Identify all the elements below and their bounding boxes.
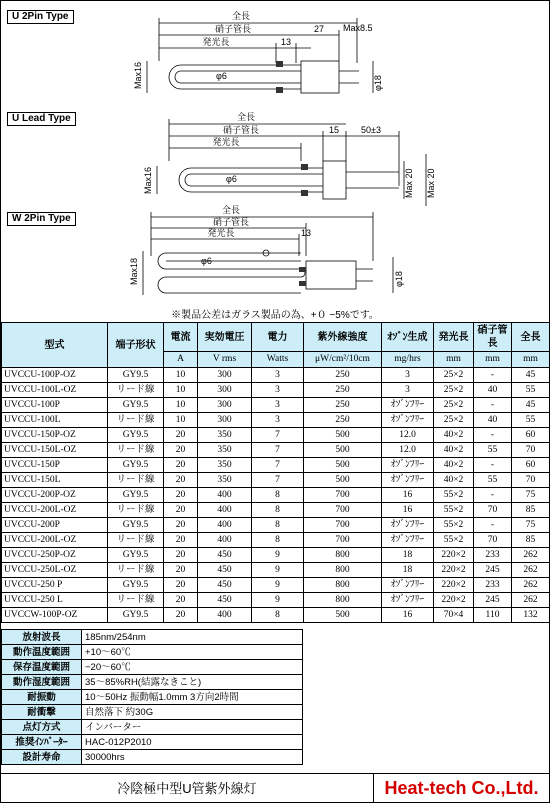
env-label: 点灯方式	[2, 720, 82, 735]
spec-cell: UVCCU-250P-OZ	[2, 548, 108, 563]
w2pin-drawing	[1, 201, 549, 305]
env-value: −20〜60℃	[82, 660, 303, 675]
table-row	[2, 578, 550, 593]
spec-cell: 55	[474, 473, 512, 488]
table-row	[2, 473, 550, 488]
spec-cell: GY9.5	[108, 548, 164, 563]
spec-cell: ｵｿﾞﾝﾌﾘｰ	[382, 413, 434, 428]
spec-cell: 450	[198, 593, 252, 608]
spec-cell: 9	[252, 563, 304, 578]
spec-cell: 700	[304, 503, 382, 518]
spec-cell: 55	[512, 383, 550, 398]
env-value: 35〜85%RH(結露なきこと)	[82, 675, 303, 690]
ulead-glass-label: 硝子管長	[222, 125, 260, 135]
spec-header-4: 電力	[252, 323, 304, 352]
env-label: 耐振動	[2, 690, 82, 705]
table-row	[2, 443, 550, 458]
ulead-dim-15: 15	[328, 125, 340, 135]
spec-cell: リード線	[108, 533, 164, 548]
spec-cell: 70	[474, 533, 512, 548]
table-row	[2, 413, 550, 428]
spec-cell: 700	[304, 488, 382, 503]
spec-cell: 70	[512, 473, 550, 488]
u2pin-phi18: φ18	[373, 75, 383, 91]
table-row	[2, 398, 550, 413]
spec-unit-7: mm	[512, 352, 550, 368]
env-label: 設計寿命	[2, 750, 82, 765]
spec-cell: 800	[304, 563, 382, 578]
spec-cell: 3	[252, 368, 304, 383]
spec-cell: 262	[512, 548, 550, 563]
spec-cell: GY9.5	[108, 458, 164, 473]
env-row	[2, 675, 303, 690]
spec-cell: UVCCU-200P	[2, 518, 108, 533]
spec-cell: 8	[252, 533, 304, 548]
spec-cell: GY9.5	[108, 368, 164, 383]
spec-cell: ｵｿﾞﾝﾌﾘｰ	[382, 578, 434, 593]
spec-cell: 262	[512, 593, 550, 608]
u2pin-phi6: φ6	[216, 71, 227, 81]
spec-cell: UVCCU-100L	[2, 413, 108, 428]
spec-cell: リード線	[108, 593, 164, 608]
spec-cell: 20	[164, 548, 198, 563]
spec-cell: 132	[512, 608, 550, 623]
spec-cell: 8	[252, 518, 304, 533]
spec-cell: UVCCU-100P	[2, 398, 108, 413]
env-value: 30000hrs	[82, 750, 303, 765]
spec-cell: 245	[474, 563, 512, 578]
spec-cell: 70×4	[434, 608, 474, 623]
table-row	[2, 458, 550, 473]
ulead-section-label: U Lead Type	[7, 112, 76, 126]
spec-cell: 800	[304, 593, 382, 608]
table-row	[2, 428, 550, 443]
spec-cell: GY9.5	[108, 578, 164, 593]
spec-cell: 250	[304, 413, 382, 428]
spec-cell: 7	[252, 458, 304, 473]
w2pin-phi6: φ6	[201, 256, 212, 266]
spec-cell: 700	[304, 533, 382, 548]
spec-cell: -	[474, 368, 512, 383]
spec-cell: 20	[164, 488, 198, 503]
spec-cell: UVCCU-100P-OZ	[2, 368, 108, 383]
spec-cell: -	[474, 428, 512, 443]
spec-unit-3: μW/cm²/10cm	[304, 352, 382, 368]
env-table	[1, 629, 303, 765]
spec-cell: 7	[252, 443, 304, 458]
table-row	[2, 548, 550, 563]
spec-unit-5: mm	[434, 352, 474, 368]
spec-header-5: 紫外線強度	[304, 323, 382, 352]
spec-cell: 400	[198, 533, 252, 548]
spec-cell: 400	[198, 488, 252, 503]
spec-cell: 400	[198, 518, 252, 533]
spec-cell: UVCCU-100L-OZ	[2, 383, 108, 398]
env-value: 10〜50Hz 振動幅1.0mm 3方向2時間	[82, 690, 303, 705]
u2pin-dim-13: 13	[280, 37, 292, 47]
table-row	[2, 533, 550, 548]
spec-cell: ｵｿﾞﾝﾌﾘｰ	[382, 473, 434, 488]
ulead-drawing	[1, 106, 549, 206]
w2pin-max18: Max18	[129, 257, 139, 285]
spec-cell: 45	[512, 368, 550, 383]
w2pin-emit-label: 発光長	[207, 228, 235, 238]
spec-cell: 18	[382, 563, 434, 578]
spec-cell: GY9.5	[108, 488, 164, 503]
w2pin-section-label: W 2Pin Type	[7, 212, 76, 226]
table-row	[2, 563, 550, 578]
spec-cell: 250	[304, 398, 382, 413]
spec-cell: リード線	[108, 473, 164, 488]
spec-cell: 300	[198, 398, 252, 413]
spec-cell: 350	[198, 458, 252, 473]
u2pin-glass-label: 硝子管長	[214, 24, 252, 34]
spec-cell: 300	[198, 383, 252, 398]
spec-cell: UVCCU-150P-OZ	[2, 428, 108, 443]
spec-header-7: 発光長	[434, 323, 474, 352]
spec-cell: 16	[382, 503, 434, 518]
spec-cell: -	[474, 518, 512, 533]
spec-cell: ｵｿﾞﾝﾌﾘｰ	[382, 518, 434, 533]
spec-cell: 20	[164, 428, 198, 443]
spec-cell: 20	[164, 578, 198, 593]
spec-cell: 40×2	[434, 473, 474, 488]
u2pin-section-label: U 2Pin Type	[7, 10, 74, 24]
table-row	[2, 368, 550, 383]
spec-cell: リード線	[108, 383, 164, 398]
spec-cell: 8	[252, 608, 304, 623]
spec-cell: UVCCU-150L	[2, 473, 108, 488]
spec-cell: 10	[164, 368, 198, 383]
spec-cell: 20	[164, 563, 198, 578]
spec-cell: 450	[198, 578, 252, 593]
spec-cell: GY9.5	[108, 518, 164, 533]
spec-cell: 245	[474, 593, 512, 608]
spec-cell: 10	[164, 383, 198, 398]
env-row	[2, 645, 303, 660]
spec-cell: リード線	[108, 413, 164, 428]
spec-cell: 9	[252, 578, 304, 593]
spec-cell: -	[474, 488, 512, 503]
spec-cell: 700	[304, 518, 382, 533]
spec-cell: 20	[164, 593, 198, 608]
spec-cell: 20	[164, 518, 198, 533]
env-label: 耐衝撃	[2, 705, 82, 720]
spec-cell: 3	[252, 398, 304, 413]
ulead-phi6: φ6	[226, 174, 237, 184]
tolerance-note: ※製品公差はガラス製品の為、+０ −5%です。	[171, 310, 379, 321]
spec-cell: UVCCU-150P	[2, 458, 108, 473]
spec-cell: 3	[252, 383, 304, 398]
spec-cell: 55×2	[434, 518, 474, 533]
spec-cell: 250	[304, 383, 382, 398]
spec-cell: 40×2	[434, 458, 474, 473]
spec-cell: 350	[198, 473, 252, 488]
spec-cell: 220×2	[434, 563, 474, 578]
spec-cell: 20	[164, 473, 198, 488]
env-label: 動作湿度範囲	[2, 675, 82, 690]
table-row	[2, 593, 550, 608]
spec-cell: 55	[512, 413, 550, 428]
spec-cell: 450	[198, 563, 252, 578]
spec-cell: 350	[198, 428, 252, 443]
w2pin-overall-label: 全長	[221, 205, 241, 215]
spec-cell: 45	[512, 398, 550, 413]
footer	[1, 773, 549, 803]
u2pin-emit-label: 発光長	[202, 37, 230, 47]
spec-cell: UVCCU-200P-OZ	[2, 488, 108, 503]
spec-cell: 800	[304, 548, 382, 563]
env-row	[2, 750, 303, 765]
spec-cell: UVCCW-100P-OZ	[2, 608, 108, 623]
spec-cell: 500	[304, 458, 382, 473]
spec-cell: 25×2	[434, 383, 474, 398]
spec-cell: 16	[382, 488, 434, 503]
table-row	[2, 518, 550, 533]
w2pin-glass-label: 硝子管長	[212, 217, 250, 227]
spec-cell: 55×2	[434, 533, 474, 548]
env-value: 自然落下 約30G	[82, 705, 303, 720]
spec-cell: 3	[382, 383, 434, 398]
spec-header-6: ｵｿﾞﾝ生成	[382, 323, 434, 352]
env-label: 動作温度範囲	[2, 645, 82, 660]
env-row	[2, 735, 303, 750]
ulead-overall-label: 全長	[236, 112, 256, 122]
spec-cell: 450	[198, 548, 252, 563]
spec-cell: 400	[198, 608, 252, 623]
spec-cell: ｵｿﾞﾝﾌﾘｰ	[382, 458, 434, 473]
spec-cell: ｵｿﾞﾝﾌﾘｰ	[382, 593, 434, 608]
spec-cell: 20	[164, 443, 198, 458]
spec-cell: 60	[512, 428, 550, 443]
spec-cell: 40×2	[434, 443, 474, 458]
env-label: 保存温度範囲	[2, 660, 82, 675]
spec-cell: UVCCU-250L-OZ	[2, 563, 108, 578]
spec-cell: 25×2	[434, 398, 474, 413]
spec-header-3: 実効電圧	[198, 323, 252, 352]
u2pin-overall-label: 全長	[231, 11, 251, 21]
spec-cell: 8	[252, 503, 304, 518]
env-value: 185nm/254nm	[82, 630, 303, 645]
spec-cell: GY9.5	[108, 398, 164, 413]
spec-unit-2: Watts	[252, 352, 304, 368]
ulead-emit-label: 発光長	[212, 137, 240, 147]
spec-cell: 500	[304, 428, 382, 443]
ulead-max20-b: Max 20	[426, 168, 436, 198]
spec-cell: 20	[164, 533, 198, 548]
spec-cell: 55	[474, 443, 512, 458]
spec-cell: 16	[382, 608, 434, 623]
spec-cell: 800	[304, 578, 382, 593]
spec-unit-4: mg/hrs	[382, 352, 434, 368]
spec-cell: 400	[198, 503, 252, 518]
env-label: 放射波長	[2, 630, 82, 645]
spec-unit-6: mm	[474, 352, 512, 368]
spec-cell: UVCCU-200L-OZ	[2, 503, 108, 518]
spec-cell: 20	[164, 503, 198, 518]
spec-unit-1: V rms	[198, 352, 252, 368]
spec-cell: リード線	[108, 503, 164, 518]
env-row	[2, 690, 303, 705]
spec-cell: 55×2	[434, 488, 474, 503]
spec-cell: -	[474, 458, 512, 473]
spec-cell: 55×2	[434, 503, 474, 518]
spec-cell: 262	[512, 578, 550, 593]
spec-cell: 8	[252, 488, 304, 503]
u2pin-max85: Max8.5	[343, 23, 373, 33]
brand-logo: Heat-tech Co.,Ltd.	[384, 778, 539, 798]
spec-cell: 220×2	[434, 578, 474, 593]
spec-cell: 300	[198, 368, 252, 383]
spec-cell: UVCCU-250 L	[2, 593, 108, 608]
spec-header-2: 電流	[164, 323, 198, 352]
spec-cell: 500	[304, 608, 382, 623]
env-value: HAC-012P2010	[82, 735, 303, 750]
spec-cell: 300	[198, 413, 252, 428]
spec-cell: 70	[474, 503, 512, 518]
spec-cell: 3	[252, 413, 304, 428]
spec-cell: 220×2	[434, 593, 474, 608]
spec-header-9: 全長	[512, 323, 550, 352]
spec-cell: ｵｿﾞﾝﾌﾘｰ	[382, 533, 434, 548]
spec-cell: 250	[304, 368, 382, 383]
ulead-max20-a: Max 20	[404, 168, 414, 198]
spec-cell: 9	[252, 593, 304, 608]
u2pin-dim-27: 27	[313, 24, 325, 34]
u2pin-drawing	[1, 1, 549, 106]
spec-cell: 220×2	[434, 548, 474, 563]
spec-cell: 7	[252, 428, 304, 443]
spec-cell: 25×2	[434, 368, 474, 383]
spec-cell: 75	[512, 488, 550, 503]
table-row	[2, 488, 550, 503]
spec-cell: 85	[512, 503, 550, 518]
spec-cell: 9	[252, 548, 304, 563]
ulead-max16: Max16	[143, 166, 153, 194]
spec-cell: 40	[474, 413, 512, 428]
spec-cell: 7	[252, 473, 304, 488]
spec-cell: 233	[474, 548, 512, 563]
product-name: 冷陰極中型U管紫外線灯	[1, 774, 374, 803]
env-row	[2, 660, 303, 675]
spec-cell: 500	[304, 443, 382, 458]
spec-cell: 40×2	[434, 428, 474, 443]
table-row	[2, 608, 550, 623]
spec-cell: 40	[474, 383, 512, 398]
spec-header-8: 硝子管長	[474, 323, 512, 352]
spec-cell: 70	[512, 443, 550, 458]
spec-cell: 10	[164, 413, 198, 428]
spec-table	[1, 322, 550, 623]
env-label: 推奨ｲﾝﾊﾞｰﾀｰ	[2, 735, 82, 750]
spec-cell: 3	[382, 368, 434, 383]
env-value: インバーター	[82, 720, 303, 735]
spec-unit-0: A	[164, 352, 198, 368]
spec-cell: -	[474, 398, 512, 413]
env-row	[2, 705, 303, 720]
u2pin-max16: Max16	[133, 61, 143, 89]
spec-cell: GY9.5	[108, 608, 164, 623]
spec-cell: 85	[512, 533, 550, 548]
spec-cell: ｵｿﾞﾝﾌﾘｰ	[382, 398, 434, 413]
spec-cell: 20	[164, 458, 198, 473]
spec-cell: リード線	[108, 443, 164, 458]
spec-cell: 110	[474, 608, 512, 623]
spec-cell: UVCCU-250 P	[2, 578, 108, 593]
spec-cell: 20	[164, 608, 198, 623]
spec-cell: UVCCU-150L-OZ	[2, 443, 108, 458]
spec-header-0: 型式	[2, 323, 108, 368]
spec-cell: UVCCU-200L-OZ	[2, 533, 108, 548]
spec-cell: 10	[164, 398, 198, 413]
table-row	[2, 383, 550, 398]
spec-cell: 12.0	[382, 443, 434, 458]
spec-cell: 500	[304, 473, 382, 488]
spec-header-1: 端子形状	[108, 323, 164, 368]
spec-cell: 75	[512, 518, 550, 533]
ulead-dim-50: 50±3	[361, 125, 381, 135]
w2pin-dim-13: 13	[301, 228, 312, 238]
spec-cell: 233	[474, 578, 512, 593]
env-value: +10〜60℃	[82, 645, 303, 660]
w2pin-phi18: φ18	[394, 271, 404, 287]
table-row	[2, 503, 550, 518]
spec-cell: 18	[382, 548, 434, 563]
spec-cell: 12.0	[382, 428, 434, 443]
spec-cell: 60	[512, 458, 550, 473]
spec-cell: GY9.5	[108, 428, 164, 443]
spec-cell: 25×2	[434, 413, 474, 428]
spec-cell: リード線	[108, 563, 164, 578]
spec-cell: 262	[512, 563, 550, 578]
env-row	[2, 720, 303, 735]
spec-cell: 350	[198, 443, 252, 458]
env-row	[2, 630, 303, 645]
